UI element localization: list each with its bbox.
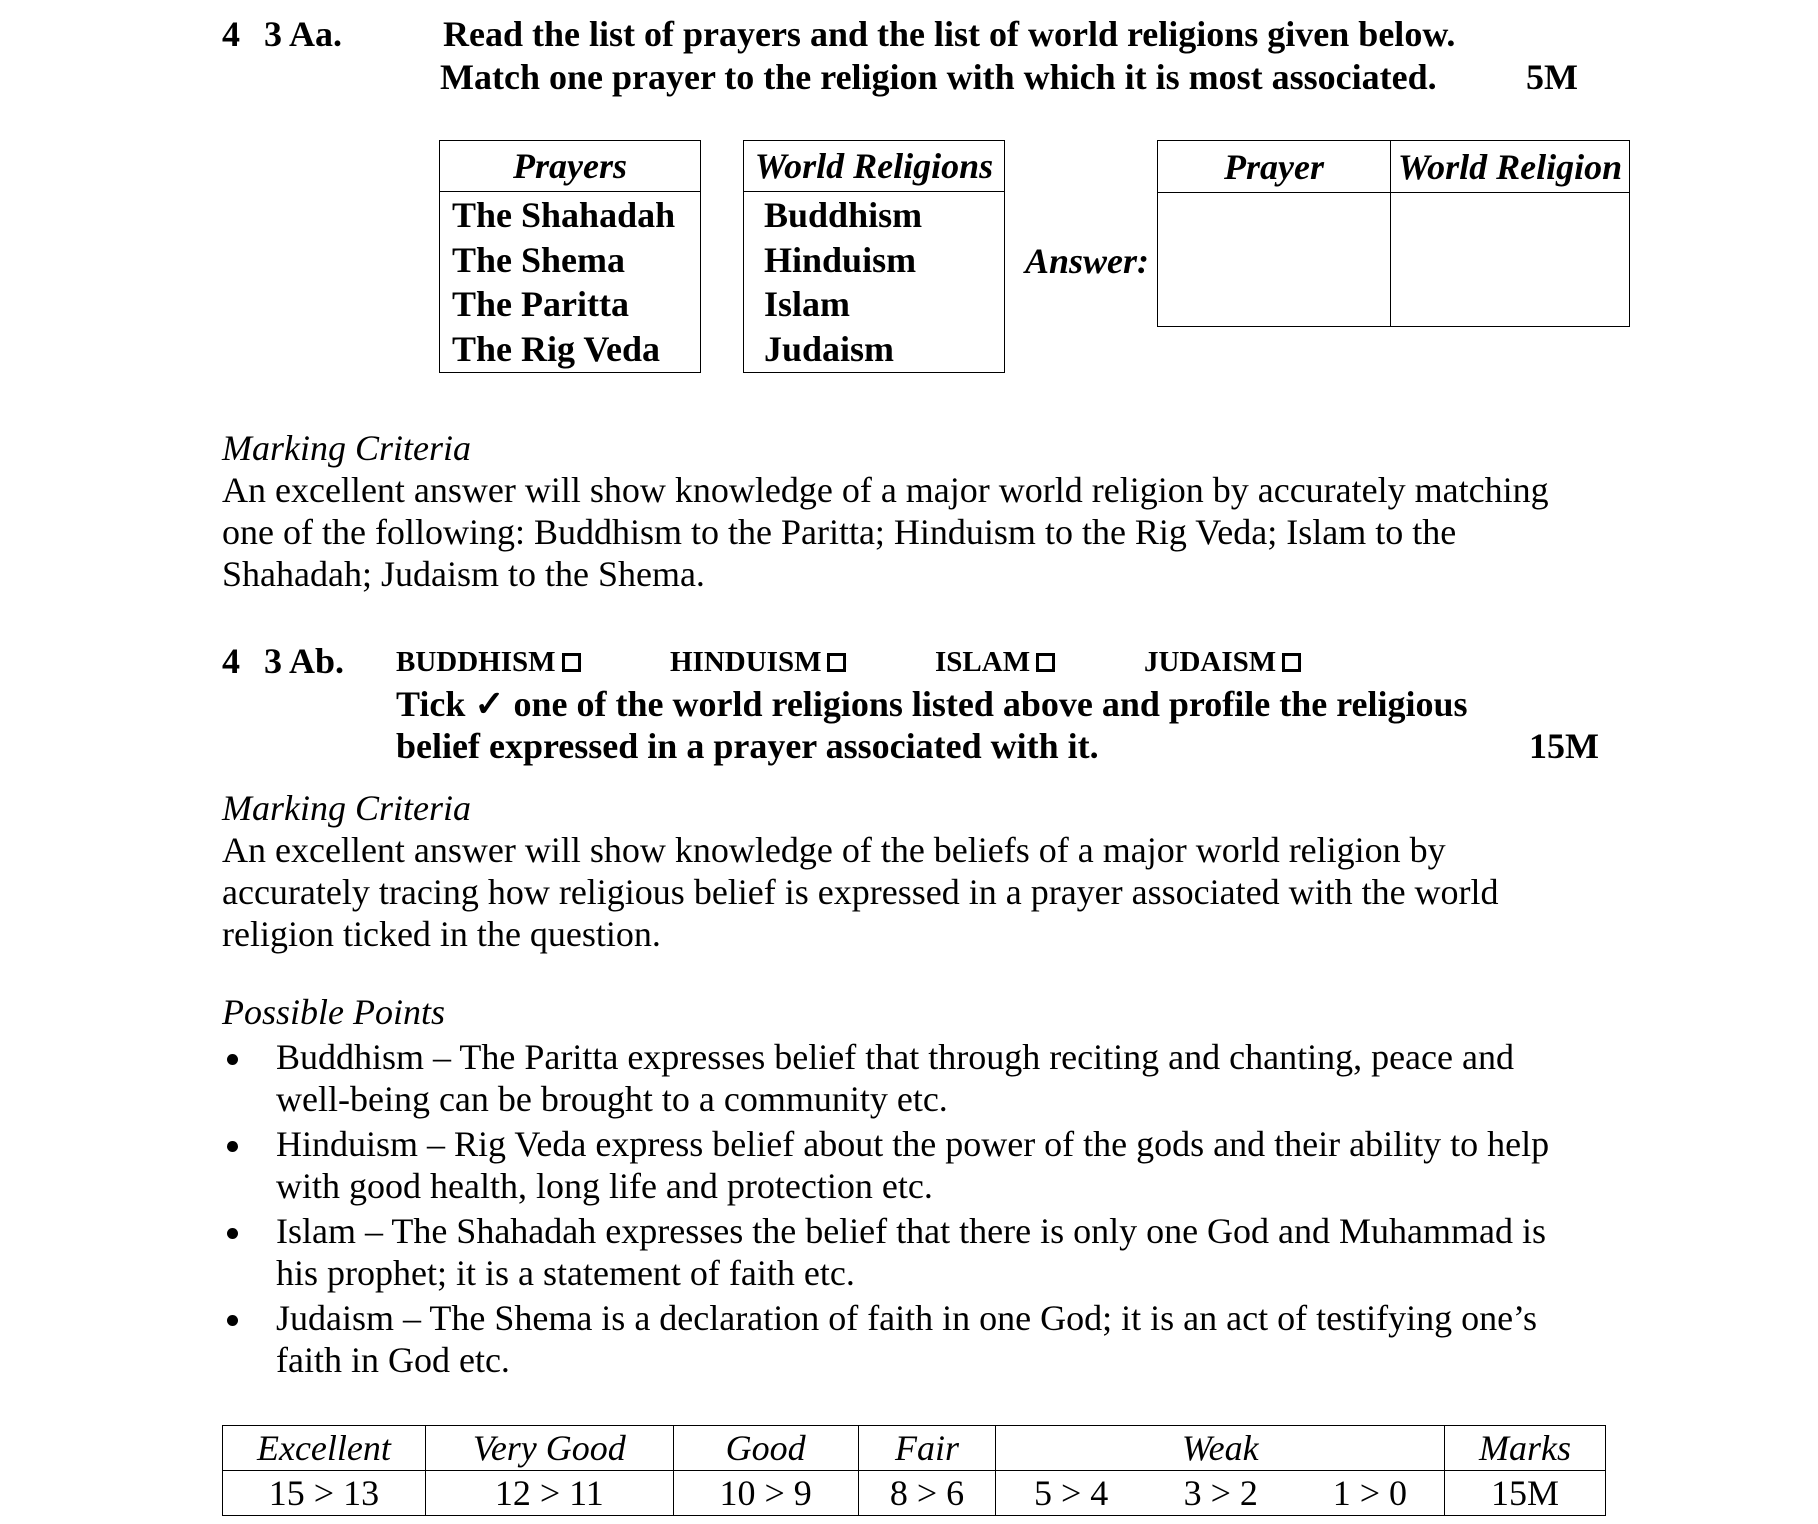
prayer-item: The Paritta: [452, 284, 629, 325]
grade-header: Fair: [858, 1426, 996, 1471]
grade-range: 12 > 11: [425, 1471, 673, 1516]
point-line: Judaism – The Shema is a declaration of faith in one God; it is an act of testifying one’s: [276, 1298, 1538, 1338]
question-marks: 5M: [1526, 57, 1578, 97]
bullet-icon: [227, 1315, 238, 1326]
question-sub-number: 3 Aa.: [264, 14, 343, 54]
criteria-line: accurately tracing how religious belief is expressed in a prayer associated with the world: [222, 872, 1499, 912]
question-marks: 15M: [1529, 726, 1599, 766]
prayer-item: The Shahadah: [452, 194, 676, 235]
bullet-icon: [227, 1228, 238, 1239]
criteria-line: An excellent answer will show knowledge of a major world religion by accurately matching: [222, 470, 1549, 510]
grade-range: 3 > 2: [1146, 1471, 1296, 1516]
religion-item: Buddhism: [764, 194, 923, 235]
option-label: JUDAISM: [1144, 646, 1277, 678]
grade-range: 8 > 6: [858, 1471, 996, 1516]
point-line: well-being can be brought to a community etc.: [276, 1079, 948, 1119]
grade-header: Very Good: [425, 1426, 673, 1471]
criteria-line: religion ticked in the question.: [222, 914, 661, 954]
religions-table: [743, 140, 1005, 373]
grade-header: Weak: [996, 1426, 1445, 1471]
checkbox-icon[interactable]: [827, 653, 846, 672]
religion-item: Judaism: [764, 329, 895, 370]
bullet-icon: [227, 1054, 238, 1065]
answer-prayer-cell[interactable]: [1158, 193, 1391, 327]
option-label: ISLAM: [935, 646, 1031, 678]
option-hinduism[interactable]: [670, 646, 846, 679]
possible-points-heading: Possible Points: [222, 992, 445, 1032]
answer-religion-header: World Religion: [1391, 141, 1630, 193]
grade-header: Marks: [1445, 1426, 1606, 1471]
question-text-line1: Read the list of prayers and the list of world religions given below.: [443, 14, 1456, 54]
criteria-heading: Marking Criteria: [222, 788, 471, 828]
checkbox-icon[interactable]: [1036, 653, 1055, 672]
option-label: HINDUISM: [670, 646, 822, 678]
criteria-line: one of the following: Buddhism to the Paritta; Hinduism to the Rig Veda; Islam to the: [222, 512, 1457, 552]
option-label: BUDDHISM: [396, 646, 556, 678]
checkbox-icon[interactable]: [562, 653, 581, 672]
criteria-line: An excellent answer will show knowledge of the beliefs of a major world religion by: [222, 830, 1446, 870]
point-line: Hinduism – Rig Veda express belief about the power of the gods and their ability to help: [276, 1124, 1550, 1164]
prayer-item: The Shema: [452, 239, 626, 280]
grade-header: Good: [673, 1426, 858, 1471]
point-line: faith in God etc.: [276, 1340, 510, 1380]
point-line: his prophet; it is a statement of faith etc.: [276, 1253, 855, 1293]
option-islam[interactable]: [935, 646, 1055, 679]
question-number: 4: [222, 641, 240, 681]
question-sub-number: 3 Ab.: [264, 641, 345, 681]
grade-range: 15M: [1445, 1471, 1606, 1516]
prayers-header: Prayers: [440, 141, 701, 192]
answer-religion-cell[interactable]: [1391, 193, 1630, 327]
religions-header: World Religions: [744, 141, 1005, 192]
religion-item: Hinduism: [764, 239, 917, 280]
grade-range: 5 > 4: [996, 1471, 1146, 1516]
question-text-line2: belief expressed in a prayer associated with it.: [396, 726, 1099, 766]
grade-range: 1 > 0: [1296, 1471, 1445, 1516]
prayers-table: [439, 140, 701, 373]
option-buddhism[interactable]: [396, 646, 581, 679]
grade-range: 15 > 13: [223, 1471, 426, 1516]
point-line: Islam – The Shahadah expresses the belief that there is only one God and Muhammad is: [276, 1211, 1547, 1251]
answer-label: Answer:: [1025, 241, 1150, 281]
grading-table: [222, 1425, 1606, 1516]
checkbox-icon[interactable]: [1282, 653, 1301, 672]
criteria-heading: Marking Criteria: [222, 428, 471, 468]
prayer-item: The Rig Veda: [452, 329, 661, 370]
grade-range: 10 > 9: [673, 1471, 858, 1516]
option-judaism[interactable]: [1144, 646, 1301, 679]
religion-item: Islam: [764, 284, 851, 325]
question-number: 4: [222, 14, 240, 54]
point-line: Buddhism – The Paritta expresses belief that through reciting and chanting, peace and: [276, 1037, 1514, 1077]
question-text-line1: Tick ✓ one of the world religions listed above and profile the religious: [396, 684, 1468, 724]
bullet-icon: [227, 1141, 238, 1152]
question-text-line2: Match one prayer to the religion with which it is most associated.: [440, 57, 1437, 97]
answer-table: [1157, 140, 1630, 327]
criteria-line: Shahadah; Judaism to the Shema.: [222, 554, 705, 594]
answer-prayer-header: Prayer: [1158, 141, 1391, 193]
point-line: with good health, long life and protection etc.: [276, 1166, 933, 1206]
grade-header: Excellent: [223, 1426, 426, 1471]
